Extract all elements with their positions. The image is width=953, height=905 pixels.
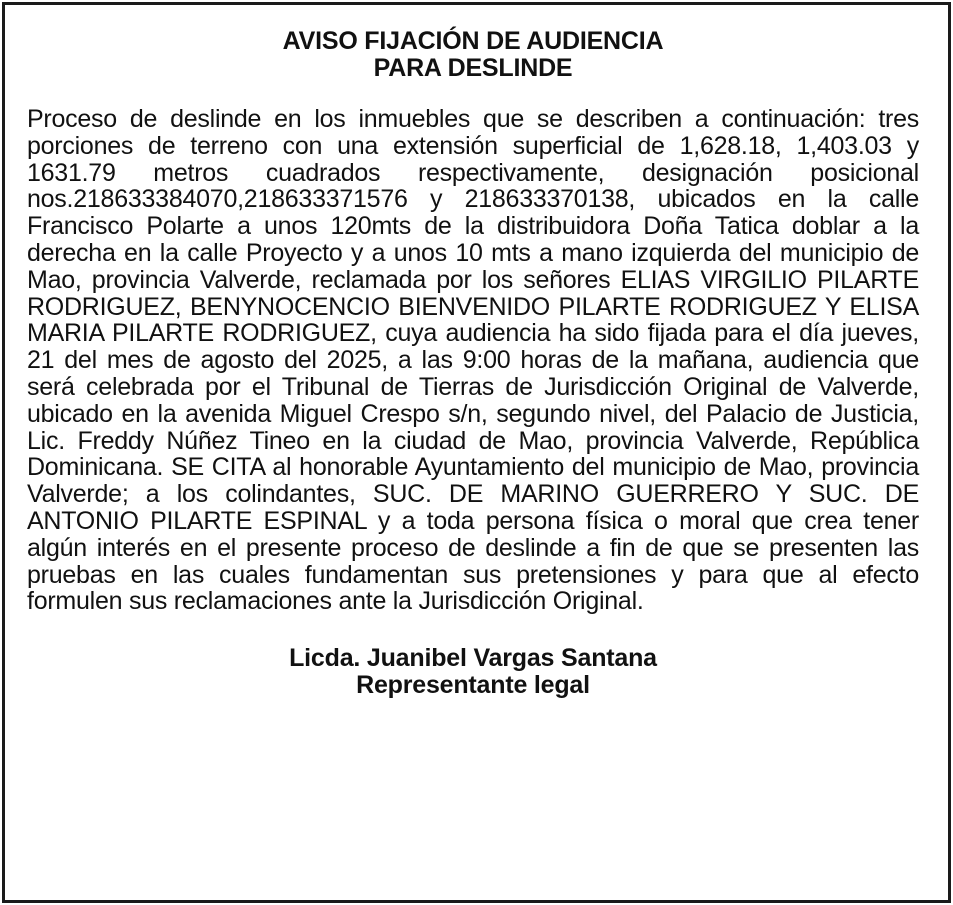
- notice-title: [27, 28, 919, 82]
- title-line-2: PARA DESLINDE: [373, 54, 573, 82]
- notice-content: [27, 28, 919, 699]
- signer-name: Licda. Juanibel Vargas Santana: [289, 644, 657, 673]
- title-line-1: AVISO FIJACIÓN DE AUDIENCIA: [282, 27, 664, 55]
- signature-block: [27, 645, 919, 699]
- signer-role: Representante legal: [356, 671, 590, 700]
- notice-body: Proceso de deslinde en los inmuebles que se describen a continuación: tres porciones de terreno con una extensión superficial de 1,628.18, 1,403.03 y 1631.79 metros cuadrados respectivamente, designación posicional nos.218633384070,218633371576 y 218633370138, ubicados en la calle Francisco Polarte a unos 120mts de la distribuidora Doña Tatica doblar a la derecha en la calle Proyecto y a unos 10 mts a mano izquierda del municipio de Mao, provincia Valverde, reclamada por los señores ELIAS VIRGILIO PILARTE RODRIGUEZ, BENYNOCENCIO BIENVENIDO PILARTE RODRIGUEZ Y ELISA MARIA PILARTE RODRIGUEZ, cuya audiencia ha sido fijada para el día jueves, 21 del mes de agosto del 2025, a las 9:00 horas de la mañana, audiencia que será celebrada por el Tribunal de Tierras de Jurisdicción Original de Valverde, ubicado en la avenida Miguel Crespo s/n, segundo nivel, del Palacio de Justicia, Lic. Freddy Núñez Tineo en la ciudad de Mao, provincia Valverde, República Dominicana. SE CITA al honorable Ayuntamiento del municipio de Mao, provincia Valverde; a los colindantes, SUC. DE MARINO GUERRERO Y SUC. DE ANTONIO PILARTE ESPINAL y a toda persona física o moral que crea tener algún interés en el presente proceso de deslinde a fin de que se presenten las pruebas en las cuales fundamentan sus pretensiones y para que al efecto formulen sus reclamaciones ante la Jurisdicción Original.: [27, 105, 919, 616]
